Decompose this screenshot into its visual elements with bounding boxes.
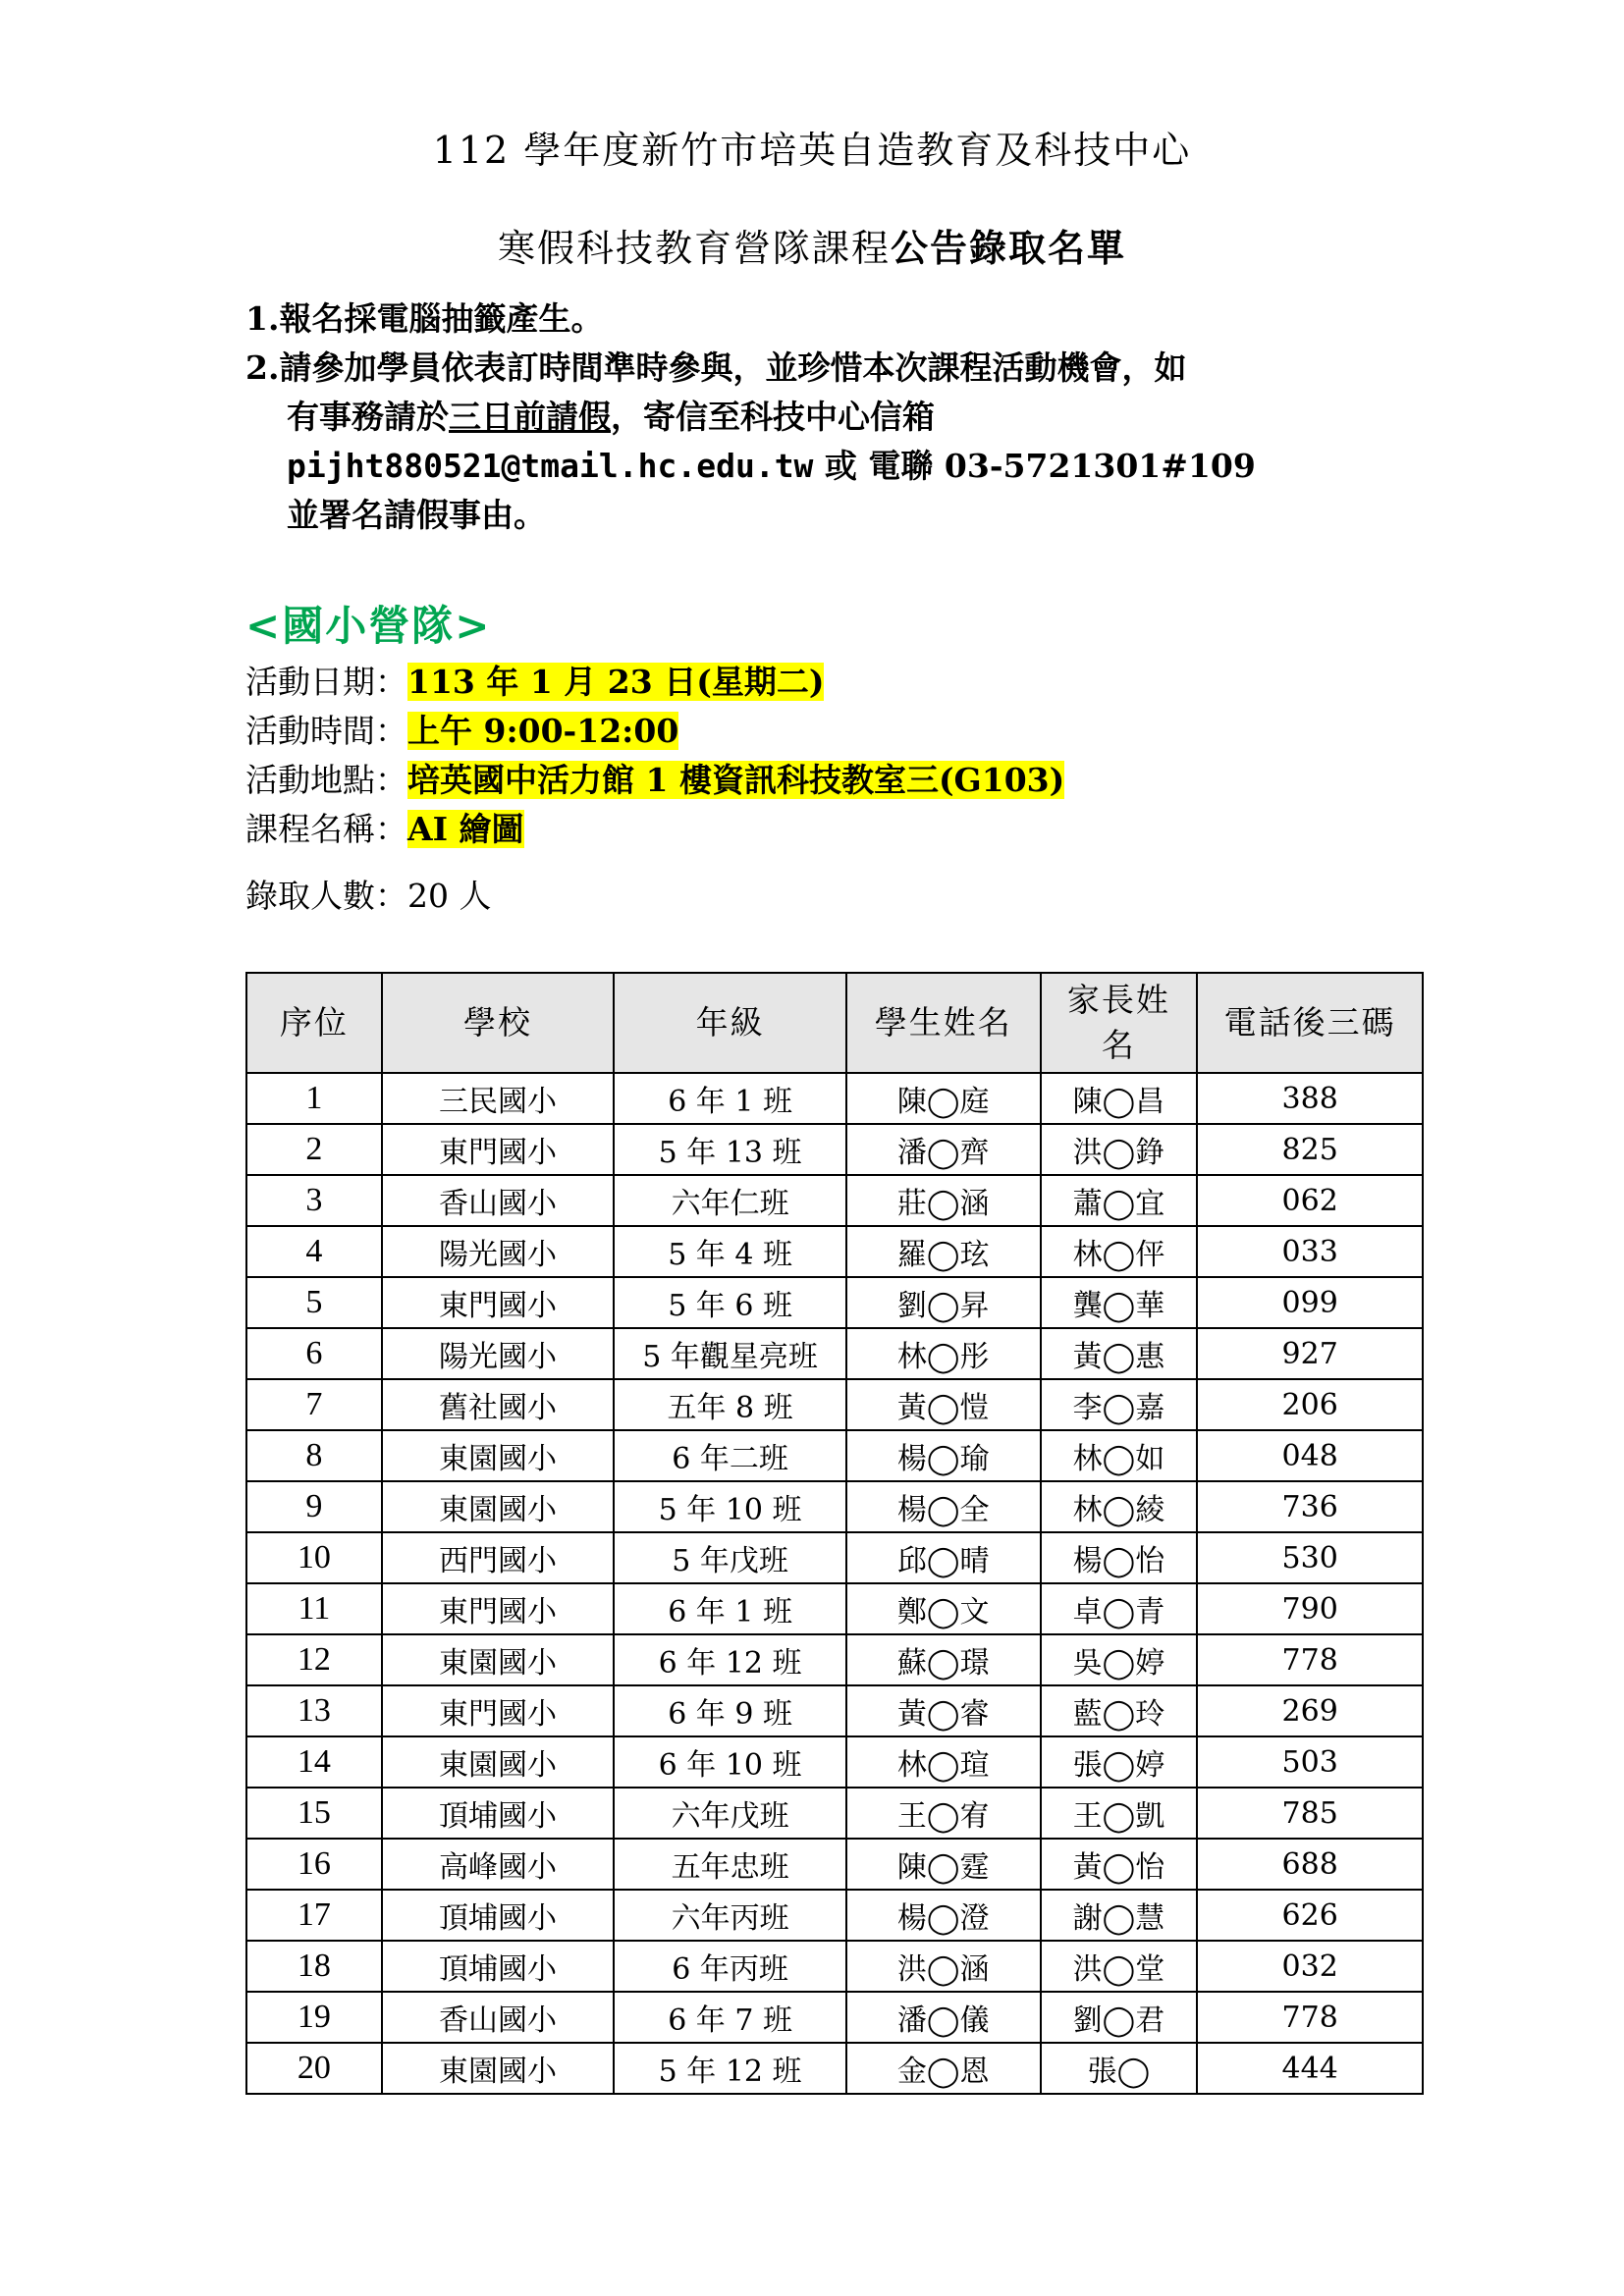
phone-last-three-cell: 778 bbox=[1197, 1992, 1423, 2043]
activity-time-value: 上午 9:00-12:00 bbox=[407, 712, 679, 750]
student-name-cell: 陳◯霆 bbox=[846, 1839, 1041, 1890]
rank-cell: 4 bbox=[246, 1226, 382, 1277]
parent-name-cell: 楊◯怡 bbox=[1041, 1532, 1198, 1583]
table-row bbox=[246, 1839, 1423, 1890]
school-cell: 東園國小 bbox=[382, 1736, 615, 1788]
student-name-cell: 王◯宥 bbox=[846, 1788, 1041, 1839]
activity-date-label: 活動日期： bbox=[245, 663, 407, 701]
rank-cell: 9 bbox=[246, 1481, 382, 1532]
school-cell: 香山國小 bbox=[382, 1992, 615, 2043]
table-row bbox=[246, 1481, 1423, 1532]
school-cell: 東園國小 bbox=[382, 1634, 615, 1685]
grade-cell: 六年丙班 bbox=[614, 1890, 846, 1941]
school-cell: 香山國小 bbox=[382, 1175, 615, 1226]
grade-cell: 6 年 12 班 bbox=[614, 1634, 846, 1685]
school-cell: 頂埔國小 bbox=[382, 1788, 615, 1839]
school-cell: 東門國小 bbox=[382, 1277, 615, 1328]
table-row bbox=[246, 1532, 1423, 1583]
school-cell: 東門國小 bbox=[382, 1685, 615, 1736]
parent-name-cell: 洪◯堂 bbox=[1041, 1941, 1198, 1992]
note-item-2-line-4: 並署名請假事由。 bbox=[287, 496, 546, 534]
phone-last-three-cell: 062 bbox=[1197, 1175, 1423, 1226]
parent-name-cell: 王◯凱 bbox=[1041, 1788, 1198, 1839]
table-row bbox=[246, 1634, 1423, 1685]
parent-name-cell: 謝◯慧 bbox=[1041, 1890, 1198, 1941]
rank-cell: 19 bbox=[246, 1992, 382, 2043]
subtitle-bold: 公告錄取名單 bbox=[891, 226, 1127, 270]
column-header-student-name: 學生姓名 bbox=[846, 973, 1041, 1073]
rank-cell: 18 bbox=[246, 1941, 382, 1992]
admission-count-row bbox=[245, 872, 1064, 921]
phone-last-three-cell: 626 bbox=[1197, 1890, 1423, 1941]
activity-date-value: 113 年 1 月 23 日(星期二) bbox=[407, 663, 825, 701]
table-row bbox=[246, 1890, 1423, 1941]
rank-cell: 6 bbox=[246, 1328, 382, 1379]
grade-cell: 5 年 12 班 bbox=[614, 2043, 846, 2094]
document-title: 112 學年度新竹市培英自造教育及科技中心 bbox=[432, 129, 1192, 172]
rank-cell: 16 bbox=[246, 1839, 382, 1890]
school-cell: 東園國小 bbox=[382, 2043, 615, 2094]
grade-cell: 6 年 9 班 bbox=[614, 1685, 846, 1736]
phone-last-three-cell: 825 bbox=[1197, 1124, 1423, 1175]
activity-place-row bbox=[245, 756, 1064, 805]
grade-cell: 6 年 7 班 bbox=[614, 1992, 846, 2043]
grade-cell: 六年仁班 bbox=[614, 1175, 846, 1226]
phone-last-three-cell: 530 bbox=[1197, 1532, 1423, 1583]
parent-name-cell: 張◯ bbox=[1041, 2043, 1198, 2094]
grade-cell: 6 年二班 bbox=[614, 1430, 846, 1481]
parent-name-cell: 黃◯惠 bbox=[1041, 1328, 1198, 1379]
grade-cell: 6 年丙班 bbox=[614, 1941, 846, 1992]
rank-cell: 13 bbox=[246, 1685, 382, 1736]
student-name-cell: 洪◯涵 bbox=[846, 1941, 1041, 1992]
table-row bbox=[246, 1788, 1423, 1839]
table-row bbox=[246, 1992, 1423, 2043]
activity-time-row bbox=[245, 707, 1064, 756]
phone-last-three-cell: 778 bbox=[1197, 1634, 1423, 1685]
rank-cell: 5 bbox=[246, 1277, 382, 1328]
admission-count-label: 錄取人數： bbox=[245, 877, 407, 915]
parent-name-cell: 吳◯婷 bbox=[1041, 1634, 1198, 1685]
rank-cell: 17 bbox=[246, 1890, 382, 1941]
phone-last-three-cell: 388 bbox=[1197, 1073, 1423, 1124]
school-cell: 東園國小 bbox=[382, 1430, 615, 1481]
parent-name-cell: 洪◯錚 bbox=[1041, 1124, 1198, 1175]
grade-cell: 5 年觀星亮班 bbox=[614, 1328, 846, 1379]
parent-name-cell: 林◯如 bbox=[1041, 1430, 1198, 1481]
grade-cell: 5 年 10 班 bbox=[614, 1481, 846, 1532]
rank-cell: 3 bbox=[246, 1175, 382, 1226]
leave-deadline-text: 三日前請假 bbox=[449, 398, 611, 436]
school-cell: 三民國小 bbox=[382, 1073, 615, 1124]
school-cell: 東門國小 bbox=[382, 1124, 615, 1175]
student-name-cell: 楊◯澄 bbox=[846, 1890, 1041, 1941]
grade-cell: 5 年 4 班 bbox=[614, 1226, 846, 1277]
grade-cell: 5 年戊班 bbox=[614, 1532, 846, 1583]
phone-last-three-cell: 032 bbox=[1197, 1941, 1423, 1992]
school-cell: 東門國小 bbox=[382, 1583, 615, 1634]
admission-roster-table bbox=[245, 972, 1424, 2095]
table-header-row bbox=[246, 973, 1423, 1073]
parent-name-cell: 陳◯昌 bbox=[1041, 1073, 1198, 1124]
contact-phone-text: 或 電聯 03-5721301#109 bbox=[813, 447, 1256, 485]
rank-cell: 8 bbox=[246, 1430, 382, 1481]
course-name-value: AI 繪圖 bbox=[407, 810, 524, 848]
parent-name-cell: 林◯綾 bbox=[1041, 1481, 1198, 1532]
course-name-label: 課程名稱： bbox=[245, 810, 407, 848]
table-row bbox=[246, 1124, 1423, 1175]
student-name-cell: 蘇◯璟 bbox=[846, 1634, 1041, 1685]
student-name-cell: 羅◯玹 bbox=[846, 1226, 1041, 1277]
rank-cell: 12 bbox=[246, 1634, 382, 1685]
parent-name-cell: 黃◯怡 bbox=[1041, 1839, 1198, 1890]
table-row bbox=[246, 1226, 1423, 1277]
table-row bbox=[246, 1379, 1423, 1430]
column-header-grade: 年級 bbox=[614, 973, 846, 1073]
parent-name-cell: 林◯伻 bbox=[1041, 1226, 1198, 1277]
note-text: 有事務請於 bbox=[287, 398, 449, 436]
grade-cell: 五年 8 班 bbox=[614, 1379, 846, 1430]
grade-cell: 6 年 1 班 bbox=[614, 1583, 846, 1634]
activity-date-row bbox=[245, 658, 1064, 707]
table-row bbox=[246, 1175, 1423, 1226]
activity-place-label: 活動地點： bbox=[245, 761, 407, 799]
grade-cell: 六年戊班 bbox=[614, 1788, 846, 1839]
student-name-cell: 潘◯齊 bbox=[846, 1124, 1041, 1175]
student-name-cell: 劉◯昇 bbox=[846, 1277, 1041, 1328]
camp-info bbox=[245, 658, 1064, 921]
course-name-row bbox=[245, 805, 1064, 854]
phone-last-three-cell: 736 bbox=[1197, 1481, 1423, 1532]
grade-cell: 6 年 10 班 bbox=[614, 1736, 846, 1788]
school-cell: 西門國小 bbox=[382, 1532, 615, 1583]
subtitle-plain: 寒假科技教育營隊課程 bbox=[497, 227, 891, 270]
table-row bbox=[246, 1073, 1423, 1124]
grade-cell: 五年忠班 bbox=[614, 1839, 846, 1890]
document-subtitle bbox=[0, 218, 1624, 272]
student-name-cell: 林◯瑄 bbox=[846, 1736, 1041, 1788]
phone-last-three-cell: 503 bbox=[1197, 1736, 1423, 1788]
column-header-phone-last-three: 電話後三碼 bbox=[1197, 973, 1423, 1073]
activity-place-value: 培英國中活力館 1 樓資訊科技教室三(G103) bbox=[407, 761, 1065, 799]
student-name-cell: 鄭◯文 bbox=[846, 1583, 1041, 1634]
phone-last-three-cell: 927 bbox=[1197, 1328, 1423, 1379]
rank-cell: 7 bbox=[246, 1379, 382, 1430]
school-cell: 陽光國小 bbox=[382, 1226, 615, 1277]
student-name-cell: 莊◯涵 bbox=[846, 1175, 1041, 1226]
note-item-2-line-2 bbox=[245, 393, 1424, 442]
phone-last-three-cell: 033 bbox=[1197, 1226, 1423, 1277]
phone-last-three-cell: 206 bbox=[1197, 1379, 1423, 1430]
student-name-cell: 黃◯睿 bbox=[846, 1685, 1041, 1736]
parent-name-cell: 劉◯君 bbox=[1041, 1992, 1198, 2043]
parent-name-cell: 卓◯青 bbox=[1041, 1583, 1198, 1634]
table-row bbox=[246, 1736, 1423, 1788]
notes-list bbox=[245, 294, 1424, 540]
student-name-cell: 潘◯儀 bbox=[846, 1992, 1041, 2043]
column-header-parent-name: 家長姓名 bbox=[1041, 973, 1198, 1073]
phone-last-three-cell: 688 bbox=[1197, 1839, 1423, 1890]
table-row bbox=[246, 2043, 1423, 2094]
rank-cell: 1 bbox=[246, 1073, 382, 1124]
student-name-cell: 楊◯瑜 bbox=[846, 1430, 1041, 1481]
note-text: ，寄信至科技中心信箱 bbox=[611, 398, 935, 436]
grade-cell: 5 年 13 班 bbox=[614, 1124, 846, 1175]
admission-count-value: 20 人 bbox=[407, 877, 492, 915]
rank-cell: 14 bbox=[246, 1736, 382, 1788]
table-row bbox=[246, 1277, 1423, 1328]
school-cell: 頂埔國小 bbox=[382, 1941, 615, 1992]
contact-email: pijht880521@tmail.hc.edu.tw bbox=[287, 447, 814, 485]
school-cell: 舊社國小 bbox=[382, 1379, 615, 1430]
student-name-cell: 黃◯愷 bbox=[846, 1379, 1041, 1430]
parent-name-cell: 蕭◯宜 bbox=[1041, 1175, 1198, 1226]
phone-last-three-cell: 048 bbox=[1197, 1430, 1423, 1481]
phone-last-three-cell: 444 bbox=[1197, 2043, 1423, 2094]
rank-cell: 2 bbox=[246, 1124, 382, 1175]
rank-cell: 20 bbox=[246, 2043, 382, 2094]
note-item-1: 1.報名採電腦抽籤產生。 bbox=[245, 299, 604, 338]
grade-cell: 6 年 1 班 bbox=[614, 1073, 846, 1124]
student-name-cell: 邱◯晴 bbox=[846, 1532, 1041, 1583]
phone-last-three-cell: 790 bbox=[1197, 1583, 1423, 1634]
camp-section-title: <國小營隊> bbox=[245, 602, 492, 650]
rank-cell: 10 bbox=[246, 1532, 382, 1583]
table-row bbox=[246, 1583, 1423, 1634]
grade-cell: 5 年 6 班 bbox=[614, 1277, 846, 1328]
student-name-cell: 林◯彤 bbox=[846, 1328, 1041, 1379]
phone-last-three-cell: 099 bbox=[1197, 1277, 1423, 1328]
note-item-2-line-3 bbox=[245, 442, 1424, 491]
parent-name-cell: 張◯婷 bbox=[1041, 1736, 1198, 1788]
table-row bbox=[246, 1430, 1423, 1481]
school-cell: 頂埔國小 bbox=[382, 1890, 615, 1941]
column-header-rank: 序位 bbox=[246, 973, 382, 1073]
table-row bbox=[246, 1328, 1423, 1379]
student-name-cell: 金◯恩 bbox=[846, 2043, 1041, 2094]
student-name-cell: 陳◯庭 bbox=[846, 1073, 1041, 1124]
parent-name-cell: 藍◯玲 bbox=[1041, 1685, 1198, 1736]
table-row bbox=[246, 1685, 1423, 1736]
activity-time-label: 活動時間： bbox=[245, 712, 407, 750]
school-cell: 東園國小 bbox=[382, 1481, 615, 1532]
school-cell: 陽光國小 bbox=[382, 1328, 615, 1379]
parent-name-cell: 李◯嘉 bbox=[1041, 1379, 1198, 1430]
note-item-2-line-1: 2.請參加學員依表訂時間準時參與，並珍惜本次課程活動機會，如 bbox=[245, 348, 1187, 387]
table-body bbox=[246, 1073, 1423, 2094]
rank-cell: 11 bbox=[246, 1583, 382, 1634]
rank-cell: 15 bbox=[246, 1788, 382, 1839]
column-header-school: 學校 bbox=[382, 973, 615, 1073]
table-row bbox=[246, 1941, 1423, 1992]
student-name-cell: 楊◯全 bbox=[846, 1481, 1041, 1532]
phone-last-three-cell: 269 bbox=[1197, 1685, 1423, 1736]
phone-last-three-cell: 785 bbox=[1197, 1788, 1423, 1839]
parent-name-cell: 龔◯華 bbox=[1041, 1277, 1198, 1328]
school-cell: 高峰國小 bbox=[382, 1839, 615, 1890]
